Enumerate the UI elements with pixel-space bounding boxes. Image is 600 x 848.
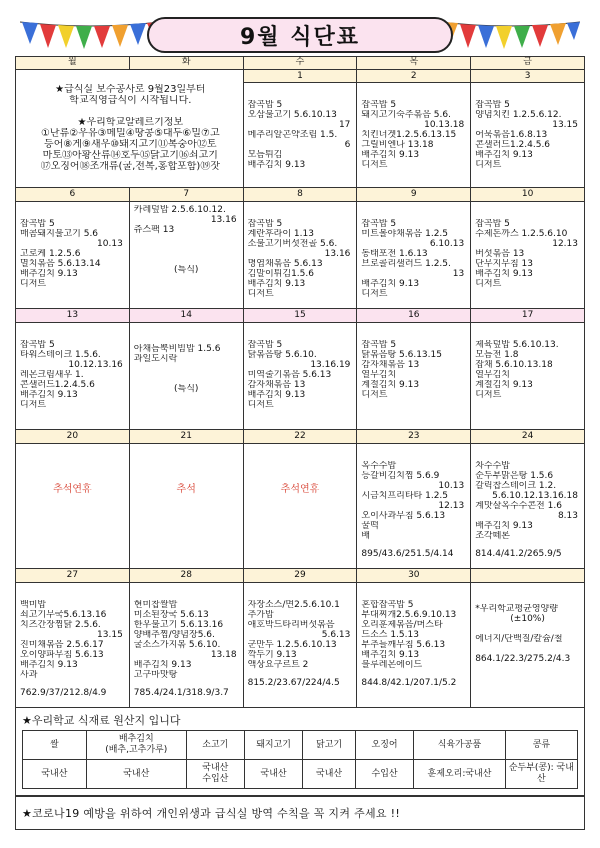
- notice-line: 학교직영급식이 시작됩니다.: [69, 94, 192, 106]
- menu-line: (±10%): [510, 613, 545, 624]
- menu-line: 잡곡밥 5: [361, 100, 397, 111]
- date-cell: 2: [357, 69, 471, 83]
- nutrition-value: 844.8/42.1/207.1/5.2: [361, 677, 457, 688]
- menu-line: 잡곡밥 5: [20, 219, 55, 230]
- menu-line: 계란후라이 1.13: [247, 229, 314, 240]
- page-title: 9월 식단표: [147, 17, 453, 53]
- menu-line: 17: [338, 120, 351, 131]
- bunting-right-decoration: [440, 18, 580, 52]
- menu-cell: [16, 202, 130, 309]
- menu-line: 잡곡밥 5: [247, 340, 283, 351]
- weekday-header: 금: [471, 57, 585, 70]
- date-cell: 6: [16, 188, 130, 202]
- notice-line: 마토⑬아황산류⑭호두⑮닭고기⑯쇠고기: [42, 149, 218, 161]
- menu-line: 6: [344, 140, 351, 151]
- menu-line: 계절김치 9.13: [475, 380, 533, 391]
- origin-table: [22, 730, 578, 789]
- menu-line: 디저트: [20, 400, 47, 411]
- notice-cell: [16, 69, 244, 188]
- menu-line: 잡곡밥 5: [361, 219, 397, 230]
- menu-line: 자장소스/면2.5.6.10.1: [247, 599, 340, 610]
- menu-cell: [357, 202, 471, 309]
- menu-line: 잡곡밥 5: [475, 219, 510, 230]
- menu-line: 백미밥: [20, 599, 47, 610]
- menu-line: 디저트: [361, 289, 388, 300]
- menu-line: 13.18: [210, 649, 237, 660]
- menu-line: 멸치볶음 5.6.13.14: [20, 259, 101, 270]
- menu-line: 수제돈까스 1.2.5.6.10: [475, 229, 568, 240]
- menu-line: 고구마맛탕: [133, 669, 178, 680]
- date-cell: 14: [129, 309, 243, 323]
- origin-title: ★우리학교 식재료 원산지 입니다: [22, 714, 181, 727]
- nutrition-value: 814.4/41.2/265.9/5: [475, 548, 562, 559]
- menu-cell: [243, 202, 357, 309]
- menu-line: 12.13: [438, 500, 465, 511]
- menu-line: 오삼불고기 5.6.10.13: [247, 110, 337, 121]
- menu-line: 단무지무침 13: [475, 259, 533, 270]
- menu-line: 13.16: [210, 215, 237, 226]
- menu-line: 고로케 1.2.5.6: [20, 249, 81, 260]
- notice-line: [18, 106, 243, 117]
- menu-line: 진미채볶음 2.5.6.17: [20, 639, 104, 650]
- date-cell: 28: [129, 569, 243, 583]
- origin-value-cell: 순두부(콩): 국내산: [505, 760, 577, 789]
- menu-line: 치즈간장찜닭 2.5.6.: [20, 619, 101, 630]
- menu-line: 사과: [20, 669, 38, 680]
- menu-line: 에너지/단백질/칼슘/철: [475, 633, 563, 644]
- menu-line: 잡곡밥 5: [20, 340, 55, 351]
- menu-line: 명엽채볶음 5.6.13: [247, 259, 323, 270]
- menu-line: 10.13.18: [424, 120, 465, 131]
- menu-line: 디저트: [475, 279, 502, 290]
- menu-line: 배추김치 9.13: [475, 269, 533, 280]
- menu-cell: [471, 443, 585, 568]
- holiday-label: 추석연휴: [53, 483, 92, 495]
- origin-value-cell: 국내산: [244, 760, 302, 789]
- footer-notice: ★코로나19 예방을 위하여 개인위생과 급식실 방역 수칙을 꼭 지켜 주세요 !!: [15, 796, 585, 830]
- menu-cell: [357, 582, 471, 707]
- menu-cell: [243, 323, 357, 430]
- menu-line: [134, 255, 239, 265]
- menu-line: 콘샐러드1.2.4.5.6: [20, 380, 95, 391]
- menu-line: 차수수밥: [475, 460, 510, 471]
- menu-line: 군만두 1.2.5.6.10.13: [247, 639, 337, 650]
- menu-line: 현미찹쌀밥: [133, 599, 178, 610]
- menu-line: 동태포전 1.6.13: [361, 249, 428, 260]
- menu-line: 어묵볶음1.6.8.13: [475, 130, 548, 141]
- date-cell: 20: [16, 430, 130, 444]
- menu-line: 계절김치 9.13: [361, 380, 420, 391]
- menu-line: 13.15: [552, 120, 578, 131]
- menu-line: 그릴비엔나 13.18: [361, 140, 434, 151]
- menu-line: 양념치킨 1.2.5.6.12.: [475, 110, 562, 121]
- notice-line: 등어⑧게⑨새우⑩돼지고기⑪복숭아⑫토: [44, 138, 217, 150]
- menu-cell: [243, 443, 357, 568]
- holiday-label: 추석연휴: [280, 483, 320, 495]
- menu-cell: [243, 83, 357, 188]
- nutrition-value: 895/43.6/251.5/4.14: [361, 548, 454, 559]
- menu-line: 배추김치 9.13: [133, 659, 192, 670]
- menu-line: 배추김치 9.13: [20, 269, 78, 280]
- menu-line: *우리학교평균영양량: [475, 603, 558, 614]
- menu-line: 돼지고기숙주볶음 5.6.: [361, 110, 451, 121]
- menu-line: 잡곡밥 5: [247, 100, 283, 111]
- menu-cell: [357, 323, 471, 430]
- menu-line: 13.16: [324, 249, 351, 260]
- menu-line: 카레덮밥 2.5.6.10.12.: [133, 205, 226, 216]
- menu-line: 조각떼론: [475, 530, 510, 541]
- menu-line: 배추김치 9.13: [20, 659, 78, 670]
- menu-line: 12.13: [552, 239, 578, 250]
- origin-header-cell: 돼지고기: [244, 731, 302, 760]
- menu-line: 디저트: [247, 289, 274, 300]
- origin-header-cell: 식육가공품: [414, 731, 506, 760]
- menu-cell: [129, 443, 243, 568]
- date-cell: 9: [357, 188, 471, 202]
- notice-line: ★급식실 보수공사로 9월23일부터: [55, 83, 206, 95]
- menu-line: 디저트: [20, 279, 47, 290]
- menu-cell: [16, 323, 130, 430]
- menu-calendar: [15, 56, 585, 708]
- menu-line: 10.13: [438, 480, 465, 491]
- origin-value-cell: 훈제오리:국내산: [414, 760, 506, 789]
- menu-line: 13: [452, 269, 465, 280]
- menu-cell: [16, 443, 130, 568]
- menu-line: 디저트: [475, 160, 502, 171]
- menu-line: 매콤돼지불고기 5.6: [20, 229, 99, 240]
- menu-cell: [129, 202, 243, 309]
- menu-line: 블루레몬에이드: [361, 659, 423, 670]
- menu-line: 배: [361, 530, 371, 541]
- menu-line: 디저트: [247, 400, 274, 411]
- menu-cell: [357, 443, 471, 568]
- menu-cell: [471, 323, 585, 430]
- notice-line: ①난류②우유③메밀④땅콩⑤대두⑥밀⑦고: [40, 127, 220, 139]
- menu-line: 드소스 1.5.13: [361, 629, 419, 640]
- menu-line: [134, 364, 239, 374]
- menu-line: 6.10.13: [429, 239, 465, 250]
- menu-line: (특식): [173, 265, 199, 276]
- menu-line: 타워스테이크 1.5.6.: [20, 350, 101, 361]
- notice-line: ⑰오징어⑱조개류(굴,전복,홍합포함)⑲잣: [40, 160, 220, 172]
- date-cell: 17: [471, 309, 585, 323]
- menu-line: 부추들깨무침 5.6.13: [361, 639, 446, 650]
- weekday-header: 월: [16, 57, 130, 70]
- menu-cell: [357, 83, 471, 188]
- menu-line: 열무김치: [361, 370, 397, 381]
- menu-line: 디저트: [361, 160, 388, 171]
- menu-line: (특식): [173, 384, 199, 395]
- nutrition-value: 762.9/37/212.8/4.9: [20, 687, 107, 698]
- menu-line: 오이양파무침 5.6.13: [20, 649, 104, 660]
- menu-cell: [471, 582, 585, 707]
- weekday-header: 목: [357, 57, 471, 70]
- menu-line: 배추김치 9.13: [361, 649, 420, 660]
- menu-line: [134, 374, 239, 384]
- menu-line: 배추김치 9.13: [247, 390, 306, 401]
- origin-header-cell: 배추김치 (배추,고추가루): [86, 731, 186, 760]
- date-cell: 29: [243, 569, 357, 583]
- menu-line: 쇠고기무국5.6.13.16: [20, 609, 107, 620]
- menu-line: 과일도시락: [133, 354, 178, 365]
- menu-line: 쥬스팩 13: [133, 225, 175, 236]
- menu-line: 13.15: [97, 629, 123, 640]
- date-cell: 8: [243, 188, 357, 202]
- menu-line: 배추김치 9.13: [475, 150, 533, 161]
- notice-line: ★우리학교알레르기정보: [77, 116, 184, 128]
- menu-line: 닭볶음탕 5.6.13.15: [361, 350, 442, 361]
- menu-line: 시금치프리타타 1.2.5: [361, 490, 449, 501]
- origin-header-cell: 쌀: [23, 731, 87, 760]
- date-cell: 15: [243, 309, 357, 323]
- menu-line: 추가밥: [247, 609, 274, 620]
- menu-line: 순두부맑은탕 1.5.6: [475, 470, 554, 481]
- menu-line: 잡곡밥 5: [361, 340, 397, 351]
- menu-cell: [129, 323, 243, 430]
- menu-line: 미소된장국 5.6.13: [133, 609, 209, 620]
- menu-line: 잡곡밥 5: [247, 219, 283, 230]
- menu-line: 864.1/22.3/275.2/4.3: [475, 653, 571, 664]
- menu-line: 디저트: [361, 390, 388, 401]
- menu-cell: [471, 83, 585, 188]
- menu-line: 배추김치 9.13: [20, 390, 78, 401]
- date-cell: [471, 569, 585, 583]
- menu-cell: [471, 202, 585, 309]
- date-cell: 3: [471, 69, 585, 83]
- menu-line: 굴소스가지볶 5.6.10.: [133, 639, 221, 650]
- menu-line: 열무김치: [475, 370, 510, 381]
- nutrition-value: 785.4/24.1/318.9/3.7: [133, 687, 229, 698]
- nutrition-value: 815.2/23.67/224/4.5: [247, 677, 340, 688]
- menu-line: 깍두기 9.13: [247, 649, 297, 660]
- menu-line: 양배추찜/양념장5.6.: [133, 629, 215, 640]
- menu-line: 계맛살옥수수콘전 1.6: [475, 500, 562, 511]
- date-cell: 1: [243, 69, 357, 83]
- menu-line: 미트볼야채볶음 1.2.5: [361, 229, 449, 240]
- menu-line: 배추김치 9.13: [361, 279, 420, 290]
- menu-line: 메추리알곤약조림 1.5.: [247, 130, 338, 141]
- menu-line: 미역줄기볶음 5.6.13: [247, 370, 332, 381]
- menu-line: 닭볶음탕 5.6.10.: [247, 350, 317, 361]
- menu-line: 브로콜리샐러드 1.2.5.: [361, 259, 451, 270]
- menu-line: 갈릭찹스테이크 1.2.: [475, 480, 557, 491]
- menu-line: 잡곡밥 5: [475, 100, 510, 111]
- menu-line: 등갈비김치찜 5.6.9: [361, 470, 440, 481]
- weekday-header: 수: [243, 57, 357, 70]
- menu-line: 8.13: [557, 510, 578, 521]
- menu-line: 부대찌개2.5.6.9.10.13: [361, 609, 457, 620]
- menu-line: 배추김치 9.13: [247, 160, 306, 171]
- menu-line: 김말이튀김1.5.6: [247, 269, 314, 280]
- menu-line: 10.13: [97, 239, 123, 250]
- menu-line: 모듬튀김: [247, 150, 283, 161]
- menu-line: 한우불고기 5.6.13.16: [133, 619, 224, 630]
- holiday-label: 추석: [176, 483, 196, 495]
- date-cell: 7: [129, 188, 243, 202]
- date-cell: 10: [471, 188, 585, 202]
- menu-line: 13.16.19: [310, 360, 351, 371]
- menu-line: 소불고기버섯전골 5.6.: [247, 239, 338, 250]
- date-cell: 27: [16, 569, 130, 583]
- date-cell: 13: [16, 309, 130, 323]
- menu-line: 옥수수밥: [361, 460, 397, 471]
- menu-line: 5.6.13: [321, 629, 351, 640]
- date-cell: 23: [357, 430, 471, 444]
- menu-line: 혼합잡곡밥 5: [361, 599, 414, 610]
- menu-line: 콘샐러드1.2.4.5.6: [475, 140, 551, 151]
- menu-line: 버섯볶음 13: [475, 249, 525, 260]
- menu-line: [134, 235, 239, 245]
- menu-line: 감자채볶음 13: [361, 360, 420, 371]
- menu-line: 배추김치 9.13: [475, 520, 533, 531]
- date-cell: 21: [129, 430, 243, 444]
- menu-line: 오이사과무침 5.6.13: [361, 510, 446, 521]
- menu-line: 배추김치 9.13: [361, 150, 420, 161]
- menu-line: 잡채 5.6.10.13.18: [475, 360, 553, 371]
- origin-header-cell: 닭고기: [303, 731, 356, 760]
- menu-line: 배추김치 9.13: [247, 279, 306, 290]
- date-cell: 24: [471, 430, 585, 444]
- date-cell: 22: [243, 430, 357, 444]
- date-cell: 30: [357, 569, 471, 583]
- menu-line: 제육덮밥 5.6.10.13.: [475, 340, 559, 351]
- origin-value-cell: 국내산: [303, 760, 356, 789]
- menu-cell: [16, 582, 130, 707]
- origin-value-cell: 국내산: [86, 760, 186, 789]
- menu-line: 애호박드타리버섯볶음: [247, 619, 335, 630]
- menu-line: 꿀떡: [361, 520, 379, 531]
- menu-line: 모듬전 1.8: [475, 350, 519, 361]
- menu-line: 10.12.13.16: [68, 360, 123, 371]
- menu-line: 디저트: [475, 390, 502, 401]
- menu-line: 레몬크림새우 1.: [20, 370, 84, 381]
- menu-line: 치킨너겟1.2.5.6.13.15: [361, 130, 457, 141]
- menu-line: [475, 644, 580, 654]
- menu-line: 액상요구르트 2: [247, 659, 309, 670]
- origin-header-cell: 소고기: [186, 731, 244, 760]
- menu-line: [475, 624, 580, 634]
- weekday-header: 화: [129, 57, 243, 70]
- origin-value-cell: 국내산: [23, 760, 87, 789]
- menu-line: [134, 245, 239, 255]
- bunting-left-decoration: [20, 18, 160, 52]
- origin-value-cell: 수입산: [355, 760, 413, 789]
- origin-value-cell: 국내산 수입산: [186, 760, 244, 789]
- menu-line: 감자채볶음 13: [247, 380, 306, 391]
- origin-header-cell: 오징어: [355, 731, 413, 760]
- menu-cell: [129, 582, 243, 707]
- origin-header-cell: 콩류: [505, 731, 577, 760]
- menu-line: 아채듬뿍비빔밥 1.5.6: [133, 344, 221, 355]
- menu-line: 오리훈제볶음/머스타: [361, 619, 443, 630]
- menu-line: 5.6.10.12.13.16.18: [492, 490, 578, 501]
- date-cell: 16: [357, 309, 471, 323]
- menu-cell: [243, 582, 357, 707]
